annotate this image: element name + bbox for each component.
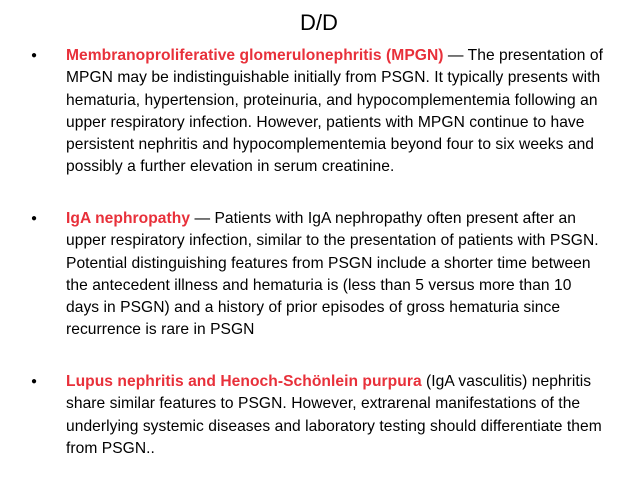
description-mpgn: — The presentation of MPGN may be indistinguishable initially from PSGN. It typically presents with hematuria, hypertension, proteinuria, and hypocomplementemia following an upper respiratory infection. However, patients with MPGN continue to have persistent nephritis and hypocomplementemia beyond four to six weeks and possibly a further elevation in serum creatinine. xyxy=(66,47,603,176)
term-mpgn: Membranoproliferative glomerulonephritis (MPGN) xyxy=(66,47,444,64)
term-iga-nephropathy: IgA nephropathy xyxy=(66,210,191,227)
description-lupus-hsp: (IgA vasculitis) nephritis share similar features to PSGN. However, extrarenal manifestations of the underlying systemic diseases and laboratory testing should differentiate them from PSGN.. xyxy=(66,373,602,457)
slide-title: D/D xyxy=(300,10,338,35)
bullet-item-mpgn xyxy=(31,45,606,179)
bullet-icon: ● xyxy=(31,50,38,61)
description-iga-nephropathy: — Patients with IgA nephropathy often present after an upper respiratory infection, similar to the presentation of patients with PSGN. Potential distinguishing features from PSGN include a shorter time between the antecedent illness and hematuria is (less than 5 versus more than 10 days in PSGN) and a history of prior episodes of gross hematuria since recurrence is rare in PSGN xyxy=(66,210,599,339)
bullet-icon: ● xyxy=(31,213,38,224)
term-lupus-hsp: Lupus nephritis and Henoch-Schönlein purpura xyxy=(66,373,422,390)
bullet-item-iga-nephropathy xyxy=(31,208,606,342)
bullet-item-lupus-hsp xyxy=(31,371,606,460)
bullet-icon: ● xyxy=(31,376,38,387)
